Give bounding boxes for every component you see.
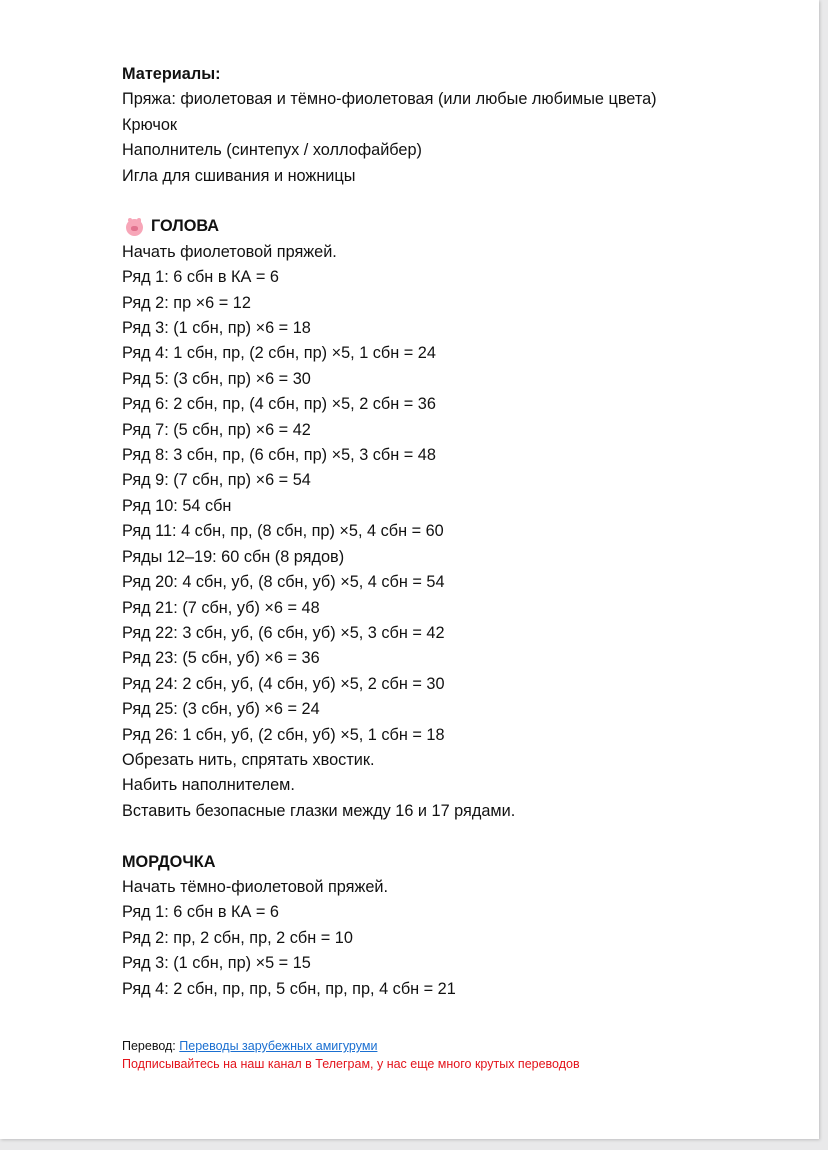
instruction-line: Обрезать нить, спрятать хвостик. [122,750,375,769]
instruction-line: Начать тёмно-фиолетовой пряжей. [122,877,389,896]
instruction-line: Ряд 7: (5 сбн, пр) ×6 = 42 [122,420,311,439]
instruction-line: Ряд 21: (7 сбн, уб) ×6 = 48 [122,598,320,617]
instruction-line: Ряд 4: 1 сбн, пр, (2 сбн, пр) ×5, 1 сбн = 24 [122,344,436,363]
instruction-line: Ряд 1: 6 сбн в КА = 6 [122,903,279,922]
materials-item: Игла для сшивания и ножницы [122,166,356,185]
credit-label: Перевод: [122,1039,176,1053]
instruction-line: Ряд 11: 4 сбн, пр, (8 сбн, пр) ×5, 4 сбн = 60 [122,522,444,541]
instruction-line: Вставить безопасные глазки между 16 и 17 рядами. [122,801,516,820]
muzzle-instructions [122,875,802,1002]
instruction-line: Начать фиолетовой пряжей. [122,242,337,261]
instruction-line: Ряд 22: 3 сбн, уб, (6 сбн, уб) ×5, 3 сбн = 42 [122,623,445,642]
instruction-line: Ряд 3: (1 сбн, пр) ×6 = 18 [122,319,311,338]
document-footer [122,1037,580,1073]
head-heading-label: ГОЛОВА [151,217,220,236]
instruction-line: Ряд 3: (1 сбн, пр) ×5 = 15 [122,954,311,973]
spacer [122,824,802,849]
document-body [122,62,802,1002]
instruction-line: Ряд 24: 2 сбн, уб, (4 сбн, уб) ×5, 2 сбн = 30 [122,674,445,693]
telegram-promo: Подписывайтесь на наш канал в Телеграм, у нас еще много крутых переводов [122,1057,580,1071]
instruction-line: Набить наполнителем. [122,776,295,795]
instruction-line: Ряд 9: (7 сбн, пр) ×6 = 54 [122,471,311,490]
spacer [122,189,802,214]
instruction-line: Ряд 8: 3 сбн, пр, (6 сбн, пр) ×5, 3 сбн = 48 [122,446,436,465]
instruction-line: Ряд 2: пр, 2 сбн, пр, 2 сбн = 10 [122,928,353,947]
translation-credit [122,1037,580,1055]
muzzle-section-heading: МОРДОЧКА [122,852,216,871]
instruction-line: Ряд 25: (3 сбн, уб) ×6 = 24 [122,700,320,719]
materials-item: Наполнитель (синтепух / холлофайбер) [122,141,422,160]
materials-list [122,87,802,189]
credit-link[interactable]: Переводы зарубежных амигуруми [179,1039,378,1053]
instruction-line: Ряд 20: 4 сбн, уб, (8 сбн, уб) ×5, 4 сбн = 54 [122,573,445,592]
instruction-line: Ряд 5: (3 сбн, пр) ×6 = 30 [122,369,311,388]
materials-item: Крючок [122,115,178,134]
instruction-line: Ряд 26: 1 сбн, уб, (2 сбн, уб) ×5, 1 сбн = 18 [122,725,445,744]
instruction-line: Ряд 2: пр ×6 = 12 [122,293,251,312]
materials-heading: Материалы: [122,65,221,83]
instruction-line: Ряд 6: 2 сбн, пр, (4 сбн, пр) ×5, 2 сбн = 36 [122,395,436,414]
instruction-line: Ряд 23: (5 сбн, уб) ×6 = 36 [122,649,320,668]
instruction-line: Ряд 10: 54 сбн [122,496,232,515]
pig-face-icon [126,219,143,236]
instruction-line: Ряд 1: 6 сбн в КА = 6 [122,268,279,287]
instruction-line: Ряд 4: 2 сбн, пр, пр, 5 сбн, пр, пр, 4 сбн = 21 [122,979,456,998]
head-instructions [122,240,802,824]
head-section-heading [122,214,802,239]
materials-item: Пряжа: фиолетовая и тёмно-фиолетовая (или любые любимые цвета) [122,90,657,109]
instruction-line: Ряды 12–19: 60 сбн (8 рядов) [122,547,345,566]
